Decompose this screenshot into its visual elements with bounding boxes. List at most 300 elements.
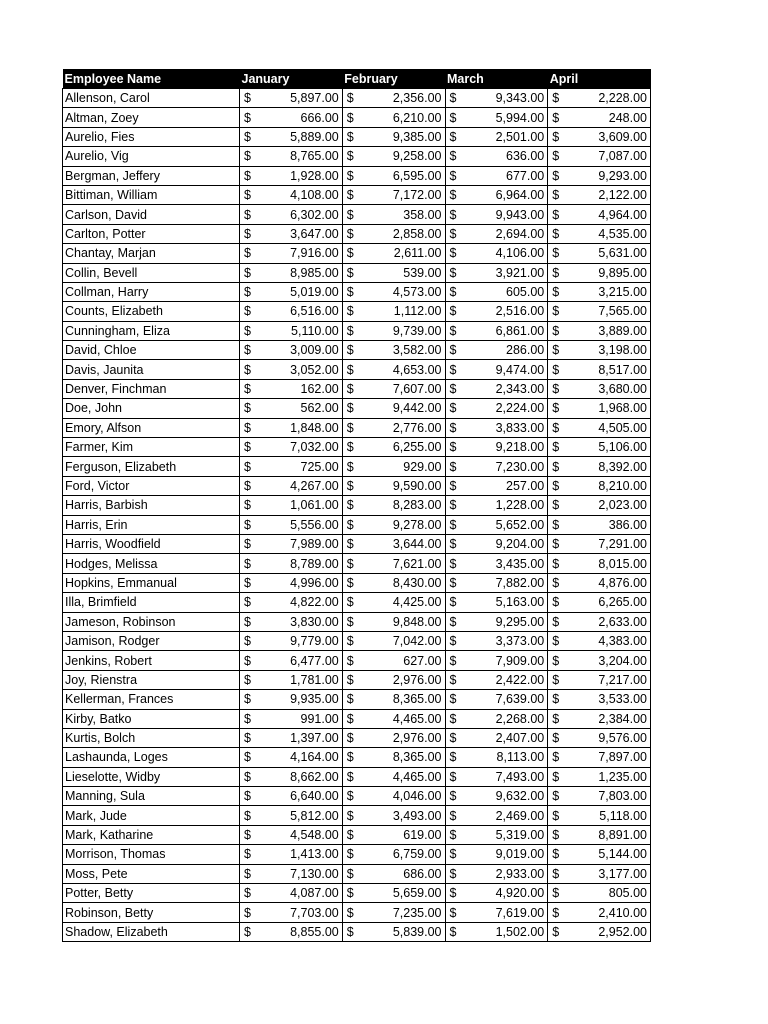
amount-cell[interactable]	[548, 457, 651, 476]
employee-name-cell[interactable]: Doe, John	[63, 399, 240, 418]
amount-cell[interactable]	[445, 787, 548, 806]
amount-cell[interactable]	[548, 127, 651, 146]
amount-cell[interactable]	[342, 166, 445, 185]
amount-value: 8,430.00	[392, 575, 442, 590]
amount-wrapper	[240, 634, 342, 648]
employee-name-cell[interactable]: Carlson, David	[63, 205, 240, 224]
amount-value: 4,465.00	[392, 769, 442, 784]
amount-cell[interactable]	[548, 884, 651, 903]
amount-cell[interactable]	[445, 147, 548, 166]
amount-cell[interactable]	[548, 496, 651, 515]
amount-cell[interactable]	[445, 379, 548, 398]
amount-cell[interactable]	[240, 147, 343, 166]
currency-symbol: $	[449, 498, 457, 513]
amount-cell[interactable]	[548, 108, 651, 127]
amount-value: 4,876.00	[598, 575, 647, 590]
employee-name-cell[interactable]: Lieselotte, Widby	[63, 767, 240, 786]
employee-name-cell[interactable]: Emory, Alfson	[63, 418, 240, 437]
employee-name-cell[interactable]: David, Chloe	[63, 341, 240, 360]
amount-cell[interactable]	[342, 302, 445, 321]
amount-value: 9,474.00	[495, 362, 545, 377]
amount-cell[interactable]	[445, 321, 548, 340]
amount-cell[interactable]	[342, 438, 445, 457]
amount-cell[interactable]	[342, 147, 445, 166]
amount-wrapper	[240, 343, 342, 357]
amount-cell[interactable]	[548, 205, 651, 224]
employee-name-cell[interactable]: Harris, Barbish	[63, 496, 240, 515]
amount-cell[interactable]	[342, 282, 445, 301]
amount-cell[interactable]	[445, 185, 548, 204]
employee-name-cell[interactable]: Hopkins, Emmanual	[63, 573, 240, 592]
amount-cell[interactable]	[548, 825, 651, 844]
amount-cell[interactable]	[240, 282, 343, 301]
amount-cell[interactable]	[240, 438, 343, 457]
amount-cell[interactable]	[342, 205, 445, 224]
currency-symbol: $	[449, 343, 457, 358]
amount-cell[interactable]	[548, 631, 651, 650]
amount-cell[interactable]	[342, 864, 445, 883]
employee-name-cell[interactable]: Kirby, Batko	[63, 709, 240, 728]
amount-cell[interactable]	[342, 185, 445, 204]
amount-cell[interactable]	[445, 263, 548, 282]
amount-cell[interactable]	[240, 864, 343, 883]
employee-name-cell[interactable]: Bergman, Jeffery	[63, 166, 240, 185]
currency-symbol: $	[346, 828, 354, 843]
employee-name-cell[interactable]: Allenson, Carol	[63, 89, 240, 108]
amount-cell[interactable]	[240, 922, 343, 941]
amount-cell[interactable]	[342, 476, 445, 495]
currency-symbol: $	[449, 304, 457, 319]
amount-cell[interactable]	[548, 147, 651, 166]
amount-wrapper	[343, 188, 445, 202]
amount-cell[interactable]	[445, 108, 548, 127]
amount-cell[interactable]	[445, 767, 548, 786]
currency-symbol: $	[244, 828, 251, 843]
table-row	[63, 690, 651, 709]
amount-value: 8,113.00	[496, 750, 545, 765]
amount-cell[interactable]	[240, 573, 343, 592]
amount-wrapper	[240, 130, 342, 144]
amount-cell[interactable]	[548, 515, 651, 534]
amount-cell[interactable]	[445, 554, 548, 573]
amount-cell[interactable]	[342, 554, 445, 573]
employee-name-cell[interactable]: Chantay, Marjan	[63, 244, 240, 263]
amount-cell[interactable]	[548, 360, 651, 379]
amount-wrapper	[446, 712, 548, 726]
amount-cell[interactable]	[548, 593, 651, 612]
amount-wrapper	[446, 789, 548, 803]
amount-cell[interactable]	[548, 922, 651, 941]
employee-name-cell[interactable]: Altman, Zoey	[63, 108, 240, 127]
currency-symbol: $	[346, 711, 354, 726]
amount-cell[interactable]	[445, 244, 548, 263]
amount-wrapper	[446, 867, 548, 881]
currency-symbol: $	[244, 110, 251, 125]
amount-cell[interactable]	[240, 341, 343, 360]
amount-cell[interactable]	[342, 748, 445, 767]
employee-name-cell[interactable]: Davis, Jaunita	[63, 360, 240, 379]
amount-cell[interactable]	[240, 244, 343, 263]
amount-cell[interactable]	[548, 787, 651, 806]
amount-cell[interactable]	[240, 399, 343, 418]
amount-cell[interactable]	[548, 903, 651, 922]
amount-cell[interactable]	[548, 748, 651, 767]
employee-name-cell[interactable]: Lashaunda, Loges	[63, 748, 240, 767]
amount-cell[interactable]	[445, 282, 548, 301]
amount-cell[interactable]	[240, 767, 343, 786]
employee-name-cell[interactable]: Shadow, Elizabeth	[63, 922, 240, 941]
currency-symbol: $	[449, 517, 457, 532]
amount-cell[interactable]	[548, 89, 651, 108]
header-march[interactable]: March	[445, 69, 548, 89]
amount-wrapper	[548, 363, 650, 377]
amount-cell[interactable]	[342, 263, 445, 282]
currency-symbol: $	[449, 207, 457, 222]
employee-name-cell[interactable]: Jamison, Rodger	[63, 631, 240, 650]
amount-cell[interactable]	[445, 748, 548, 767]
amount-wrapper	[240, 847, 342, 861]
amount-cell[interactable]	[342, 922, 445, 941]
amount-cell[interactable]	[445, 670, 548, 689]
amount-wrapper	[240, 460, 342, 474]
currency-symbol: $	[244, 226, 251, 241]
amount-cell[interactable]	[240, 612, 343, 631]
employee-name-cell[interactable]: Potter, Betty	[63, 884, 240, 903]
amount-cell[interactable]	[240, 690, 343, 709]
amount-cell[interactable]	[445, 903, 548, 922]
amount-cell[interactable]	[548, 263, 651, 282]
table-row	[63, 748, 651, 767]
employee-name-cell[interactable]: Counts, Elizabeth	[63, 302, 240, 321]
amount-cell[interactable]	[342, 496, 445, 515]
amount-cell[interactable]	[240, 360, 343, 379]
amount-cell[interactable]	[445, 360, 548, 379]
amount-cell[interactable]	[548, 476, 651, 495]
amount-cell[interactable]	[240, 185, 343, 204]
amount-cell[interactable]	[548, 806, 651, 825]
amount-cell[interactable]	[445, 418, 548, 437]
amount-cell[interactable]	[445, 127, 548, 146]
amount-wrapper	[343, 906, 445, 920]
amount-cell[interactable]	[342, 709, 445, 728]
amount-wrapper	[240, 615, 342, 629]
amount-wrapper	[548, 518, 650, 532]
employee-name-cell[interactable]: Aurelio, Fies	[63, 127, 240, 146]
amount-cell[interactable]	[548, 573, 651, 592]
amount-value: 3,198.00	[598, 343, 647, 358]
amount-cell[interactable]	[548, 709, 651, 728]
amount-cell[interactable]	[342, 845, 445, 864]
amount-cell[interactable]	[548, 224, 651, 243]
amount-cell[interactable]	[240, 534, 343, 553]
amount-wrapper	[240, 789, 342, 803]
employee-name-cell[interactable]: Ford, Victor	[63, 476, 240, 495]
header-april[interactable]: April	[548, 69, 651, 89]
amount-value: 8,210.00	[598, 479, 647, 493]
amount-value: 9,293.00	[598, 168, 647, 183]
amount-cell[interactable]	[342, 787, 445, 806]
amount-cell[interactable]	[445, 709, 548, 728]
amount-cell[interactable]	[445, 612, 548, 631]
amount-cell[interactable]	[240, 127, 343, 146]
currency-symbol: $	[449, 672, 457, 687]
table-row	[63, 399, 651, 418]
amount-cell[interactable]	[240, 108, 343, 127]
employee-name-cell[interactable]: Mark, Katharine	[63, 825, 240, 844]
amount-cell[interactable]	[342, 903, 445, 922]
amount-wrapper	[343, 828, 445, 842]
amount-wrapper	[343, 847, 445, 861]
employee-name-cell[interactable]: Harris, Erin	[63, 515, 240, 534]
amount-wrapper	[240, 518, 342, 532]
employee-name-cell[interactable]: Ferguson, Elizabeth	[63, 457, 240, 476]
employee-name-cell[interactable]: Kurtis, Bolch	[63, 728, 240, 747]
amount-cell[interactable]	[548, 864, 651, 883]
amount-cell[interactable]	[548, 690, 651, 709]
amount-cell[interactable]	[240, 825, 343, 844]
employee-name-cell[interactable]: Hodges, Melissa	[63, 554, 240, 573]
amount-cell[interactable]	[548, 399, 651, 418]
currency-symbol: $	[552, 575, 560, 590]
amount-cell[interactable]	[342, 806, 445, 825]
amount-value: 5,110.00	[291, 323, 339, 338]
amount-cell[interactable]	[240, 651, 343, 670]
amount-cell[interactable]	[548, 282, 651, 301]
table-row	[63, 515, 651, 534]
employee-name-cell[interactable]: Bittiman, William	[63, 185, 240, 204]
amount-wrapper	[446, 382, 548, 396]
amount-cell[interactable]	[342, 612, 445, 631]
currency-symbol: $	[449, 188, 457, 203]
amount-cell[interactable]	[445, 476, 548, 495]
amount-cell[interactable]	[240, 845, 343, 864]
amount-value: 8,855.00	[290, 924, 339, 939]
amount-cell[interactable]	[548, 534, 651, 553]
amount-cell[interactable]	[548, 670, 651, 689]
currency-symbol: $	[449, 226, 457, 241]
amount-cell[interactable]	[240, 515, 343, 534]
amount-cell[interactable]	[342, 108, 445, 127]
amount-cell[interactable]	[240, 593, 343, 612]
employee-name-cell[interactable]: Illa, Brimfield	[63, 593, 240, 612]
amount-cell[interactable]	[240, 263, 343, 282]
amount-value: 3,533.00	[598, 692, 647, 707]
table-row	[63, 263, 651, 282]
amount-wrapper	[240, 285, 342, 299]
amount-cell[interactable]	[445, 573, 548, 592]
amount-wrapper	[343, 440, 445, 454]
employee-name-cell[interactable]: Harris, Woodfield	[63, 534, 240, 553]
employee-name-cell[interactable]: Aurelio, Vig	[63, 147, 240, 166]
amount-cell[interactable]	[445, 302, 548, 321]
amount-cell[interactable]	[342, 341, 445, 360]
amount-cell[interactable]	[548, 185, 651, 204]
amount-cell[interactable]	[342, 593, 445, 612]
amount-cell[interactable]	[445, 806, 548, 825]
amount-cell[interactable]	[342, 690, 445, 709]
amount-cell[interactable]	[548, 845, 651, 864]
amount-cell[interactable]	[342, 321, 445, 340]
amount-cell[interactable]	[342, 825, 445, 844]
amount-value: 7,230.00	[495, 459, 545, 474]
amount-cell[interactable]	[240, 728, 343, 747]
currency-symbol: $	[244, 847, 251, 862]
amount-cell[interactable]	[548, 554, 651, 573]
amount-cell[interactable]	[342, 767, 445, 786]
amount-cell[interactable]	[240, 205, 343, 224]
header-february[interactable]: February	[342, 69, 445, 89]
amount-wrapper	[343, 208, 445, 222]
amount-cell[interactable]	[342, 89, 445, 108]
amount-cell[interactable]	[445, 496, 548, 515]
amount-value: 9,632.00	[495, 789, 545, 804]
amount-cell[interactable]	[342, 670, 445, 689]
amount-cell[interactable]	[342, 573, 445, 592]
amount-cell[interactable]	[445, 515, 548, 534]
amount-cell[interactable]	[342, 631, 445, 650]
amount-cell[interactable]	[548, 651, 651, 670]
amount-wrapper	[343, 460, 445, 474]
amount-cell[interactable]	[445, 166, 548, 185]
amount-cell[interactable]	[240, 806, 343, 825]
amount-cell[interactable]	[240, 302, 343, 321]
amount-cell[interactable]	[445, 651, 548, 670]
amount-cell[interactable]	[240, 457, 343, 476]
amount-cell[interactable]	[445, 341, 548, 360]
amount-wrapper	[446, 169, 548, 183]
employee-name-cell[interactable]: Robinson, Betty	[63, 903, 240, 922]
currency-symbol: $	[449, 110, 457, 125]
employee-name-cell[interactable]: Joy, Rienstra	[63, 670, 240, 689]
amount-cell[interactable]	[548, 321, 651, 340]
header-employee-name[interactable]: Employee Name	[63, 69, 240, 89]
amount-value: 8,283.00	[392, 498, 442, 513]
amount-value: 6,759.00	[392, 847, 442, 862]
amount-cell[interactable]	[342, 244, 445, 263]
currency-symbol: $	[244, 905, 251, 920]
amount-cell[interactable]	[240, 903, 343, 922]
employee-name-cell[interactable]: Denver, Finchman	[63, 379, 240, 398]
amount-cell[interactable]	[548, 418, 651, 437]
employee-name-cell[interactable]: Jameson, Robinson	[63, 612, 240, 631]
amount-cell[interactable]	[445, 593, 548, 612]
amount-cell[interactable]	[445, 534, 548, 553]
amount-wrapper	[446, 401, 548, 415]
amount-cell[interactable]	[342, 127, 445, 146]
amount-cell[interactable]	[445, 728, 548, 747]
amount-cell[interactable]	[548, 728, 651, 747]
amount-cell[interactable]	[445, 825, 548, 844]
amount-wrapper	[548, 421, 650, 435]
amount-cell[interactable]	[445, 631, 548, 650]
amount-cell[interactable]	[240, 89, 343, 108]
amount-cell[interactable]	[445, 864, 548, 883]
amount-cell[interactable]	[240, 379, 343, 398]
amount-value: 1,968.00	[598, 401, 647, 416]
amount-value: 2,356.00	[392, 91, 442, 106]
amount-cell[interactable]	[548, 341, 651, 360]
amount-value: 7,882.00	[495, 575, 545, 590]
table-row	[63, 379, 651, 398]
amount-cell[interactable]	[342, 360, 445, 379]
amount-cell[interactable]	[342, 224, 445, 243]
amount-cell[interactable]	[240, 748, 343, 767]
employee-name-cell[interactable]: Manning, Sula	[63, 787, 240, 806]
amount-wrapper	[548, 324, 650, 338]
amount-cell[interactable]	[342, 418, 445, 437]
employee-name-cell[interactable]: Mark, Jude	[63, 806, 240, 825]
amount-cell[interactable]	[548, 438, 651, 457]
amount-cell[interactable]	[342, 884, 445, 903]
amount-cell[interactable]	[548, 166, 651, 185]
amount-cell[interactable]	[445, 922, 548, 941]
employee-name-cell[interactable]: Farmer, Kim	[63, 438, 240, 457]
amount-cell[interactable]	[342, 534, 445, 553]
amount-cell[interactable]	[240, 321, 343, 340]
amount-cell[interactable]	[240, 631, 343, 650]
amount-cell[interactable]	[445, 205, 548, 224]
amount-wrapper	[548, 208, 650, 222]
amount-cell[interactable]	[445, 884, 548, 903]
amount-cell[interactable]	[240, 709, 343, 728]
amount-cell[interactable]	[342, 457, 445, 476]
amount-cell[interactable]	[445, 438, 548, 457]
employee-name-cell[interactable]: Collin, Bevell	[63, 263, 240, 282]
amount-cell[interactable]	[445, 89, 548, 108]
amount-cell[interactable]	[240, 496, 343, 515]
amount-cell[interactable]	[342, 651, 445, 670]
header-january[interactable]: January	[240, 69, 343, 89]
amount-value: 5,659.00	[392, 886, 442, 901]
amount-value: 3,052.00	[290, 362, 339, 377]
employee-name-cell[interactable]: Kellerman, Frances	[63, 690, 240, 709]
amount-cell[interactable]	[240, 670, 343, 689]
amount-cell[interactable]	[342, 728, 445, 747]
amount-cell[interactable]	[445, 399, 548, 418]
currency-symbol: $	[552, 789, 560, 804]
amount-cell[interactable]	[445, 457, 548, 476]
amount-value: 2,407.00	[495, 731, 545, 746]
amount-cell[interactable]	[548, 302, 651, 321]
amount-cell[interactable]	[342, 379, 445, 398]
amount-cell[interactable]	[445, 690, 548, 709]
currency-symbol: $	[552, 886, 560, 901]
employee-name-cell[interactable]: Jenkins, Robert	[63, 651, 240, 670]
amount-cell[interactable]	[240, 418, 343, 437]
amount-wrapper	[548, 847, 650, 861]
amount-cell[interactable]	[548, 379, 651, 398]
amount-cell[interactable]	[445, 224, 548, 243]
employee-name-cell[interactable]: Carlton, Potter	[63, 224, 240, 243]
amount-cell[interactable]	[240, 787, 343, 806]
employee-name-cell[interactable]: Cunningham, Eliza	[63, 321, 240, 340]
amount-value: 4,996.00	[290, 575, 339, 590]
amount-cell[interactable]	[240, 554, 343, 573]
amount-cell[interactable]	[342, 515, 445, 534]
employee-name-cell[interactable]: Morrison, Thomas	[63, 845, 240, 864]
amount-cell[interactable]	[548, 767, 651, 786]
employee-name-cell[interactable]: Moss, Pete	[63, 864, 240, 883]
amount-cell[interactable]	[342, 399, 445, 418]
amount-cell[interactable]	[240, 884, 343, 903]
amount-cell[interactable]	[548, 612, 651, 631]
amount-cell[interactable]	[548, 244, 651, 263]
employee-name-cell[interactable]: Collman, Harry	[63, 282, 240, 301]
amount-cell[interactable]	[240, 476, 343, 495]
amount-cell[interactable]	[445, 845, 548, 864]
amount-cell[interactable]	[240, 166, 343, 185]
amount-cell[interactable]	[240, 224, 343, 243]
